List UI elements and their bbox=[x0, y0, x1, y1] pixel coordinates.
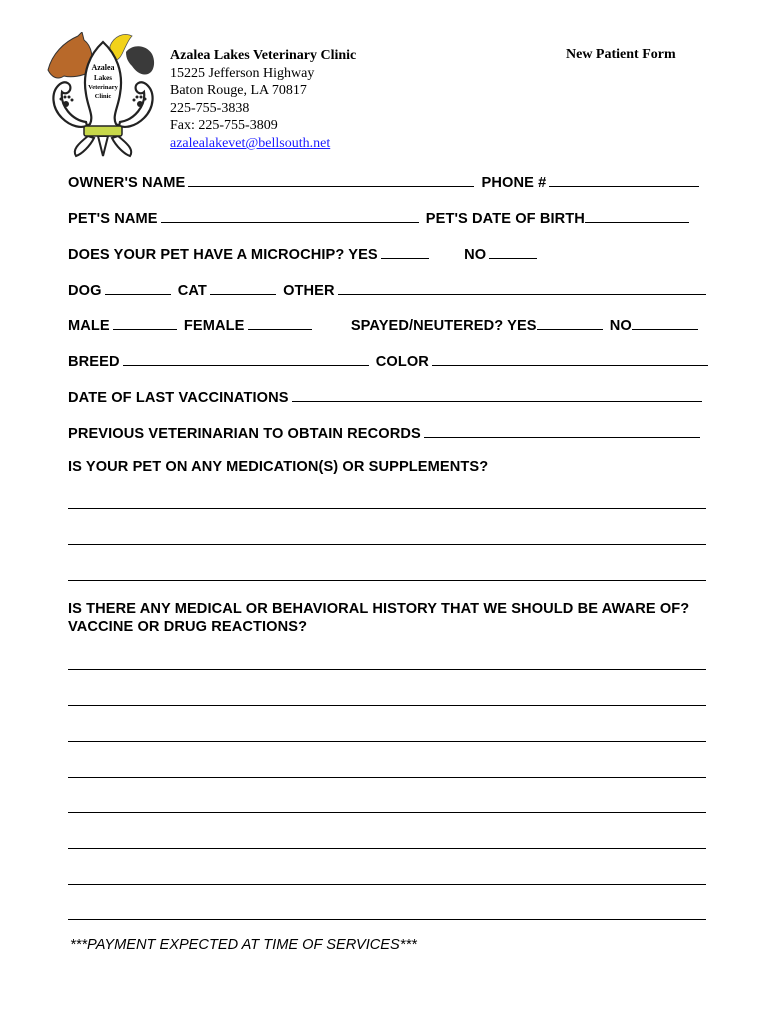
color-label: COLOR bbox=[375, 354, 429, 370]
owner-name-label: OWNER'S NAME bbox=[68, 175, 186, 191]
species-row bbox=[68, 280, 709, 299]
logo-text-3: Veterinary bbox=[88, 84, 118, 91]
microchip-no-label: NO bbox=[464, 247, 487, 263]
microchip-label: DOES YOUR PET HAVE A MICROCHIP? bbox=[68, 247, 345, 263]
pet-name-field[interactable] bbox=[161, 208, 419, 223]
other-label: OTHER bbox=[283, 283, 335, 299]
clinic-address-line1: 15225 Jefferson Highway bbox=[170, 65, 315, 81]
female-field[interactable] bbox=[248, 315, 312, 330]
payment-notice: ***PAYMENT EXPECTED AT TIME OF SERVICES*** bbox=[70, 937, 417, 953]
phone-field[interactable] bbox=[549, 172, 699, 187]
pet-name-label: PET'S NAME bbox=[68, 211, 158, 227]
medication-line-3[interactable] bbox=[68, 580, 706, 581]
vaccination-row bbox=[68, 387, 705, 406]
clinic-info bbox=[170, 47, 356, 153]
breed-row bbox=[68, 351, 711, 370]
clinic-name: Azalea Lakes Veterinary Clinic bbox=[170, 48, 357, 63]
history-line-5[interactable] bbox=[68, 812, 706, 813]
microchip-yes-field[interactable] bbox=[381, 244, 429, 259]
breed-field[interactable] bbox=[123, 351, 369, 366]
phone-label: PHONE # bbox=[481, 175, 547, 191]
clinic-address-line2: Baton Rouge, LA 70817 bbox=[170, 83, 307, 99]
medication-line-2[interactable] bbox=[68, 544, 706, 545]
spayed-yes-field[interactable] bbox=[537, 315, 603, 330]
history-line-1[interactable] bbox=[68, 669, 706, 670]
last-vaccination-label: DATE OF LAST VACCINATIONS bbox=[68, 390, 289, 406]
microchip-yes-label: YES bbox=[348, 247, 378, 263]
clinic-fax: Fax: 225-755-3809 bbox=[170, 118, 278, 134]
clinic-email-link[interactable]: azalealakevet@bellsouth.net bbox=[170, 135, 331, 151]
owner-name-field[interactable] bbox=[188, 172, 474, 187]
medication-line-1[interactable] bbox=[68, 508, 706, 509]
cat-label: CAT bbox=[177, 283, 207, 299]
sex-row bbox=[68, 315, 701, 334]
pet-dob-label: PET'S DATE OF BIRTH bbox=[425, 211, 585, 227]
history-line-7[interactable] bbox=[68, 884, 706, 885]
dog-label: DOG bbox=[68, 283, 102, 299]
history-question-line1: IS THERE ANY MEDICAL OR BEHAVIORAL HISTORY THAT WE SHOULD BE AWARE OF? bbox=[68, 601, 690, 617]
male-field[interactable] bbox=[113, 315, 177, 330]
previous-vet-field[interactable] bbox=[424, 423, 700, 438]
history-line-2[interactable] bbox=[68, 705, 706, 706]
breed-label: BREED bbox=[68, 354, 120, 370]
history-line-8[interactable] bbox=[68, 919, 706, 920]
owner-row bbox=[68, 172, 702, 191]
other-field[interactable] bbox=[338, 280, 706, 295]
logo-text-1: Azalea bbox=[91, 63, 115, 72]
logo-text-2: Lakes bbox=[94, 74, 112, 82]
last-vaccination-field[interactable] bbox=[292, 387, 702, 402]
microchip-no-field[interactable] bbox=[489, 244, 537, 259]
color-field[interactable] bbox=[432, 351, 708, 366]
medication-question: IS YOUR PET ON ANY MEDICATION(S) OR SUPPLEMENTS? bbox=[68, 459, 489, 475]
cat-field[interactable] bbox=[210, 280, 276, 295]
spayed-label: SPAYED/NEUTERED? YES bbox=[350, 318, 537, 334]
spayed-no-field[interactable] bbox=[632, 315, 698, 330]
microchip-row bbox=[68, 244, 540, 263]
history-line-3[interactable] bbox=[68, 741, 706, 742]
logo-text-4: Clinic bbox=[94, 93, 112, 100]
pet-row bbox=[68, 208, 692, 227]
spayed-no-label: NO bbox=[609, 318, 632, 334]
clinic-phone: 225-755-3838 bbox=[170, 100, 250, 116]
male-label: MALE bbox=[68, 318, 110, 334]
history-line-4[interactable] bbox=[68, 777, 706, 778]
pet-dob-field[interactable] bbox=[585, 208, 689, 223]
form-title: New Patient Form bbox=[566, 47, 676, 62]
clinic-logo bbox=[42, 32, 164, 160]
female-label: FEMALE bbox=[183, 318, 245, 334]
history-line-6[interactable] bbox=[68, 848, 706, 849]
history-question-line2: VACCINE OR DRUG REACTIONS? bbox=[68, 619, 308, 635]
dog-field[interactable] bbox=[105, 280, 171, 295]
previous-vet-row bbox=[68, 423, 703, 442]
history-question bbox=[68, 600, 689, 636]
previous-vet-label: PREVIOUS VETERINARIAN TO OBTAIN RECORDS bbox=[68, 426, 421, 442]
